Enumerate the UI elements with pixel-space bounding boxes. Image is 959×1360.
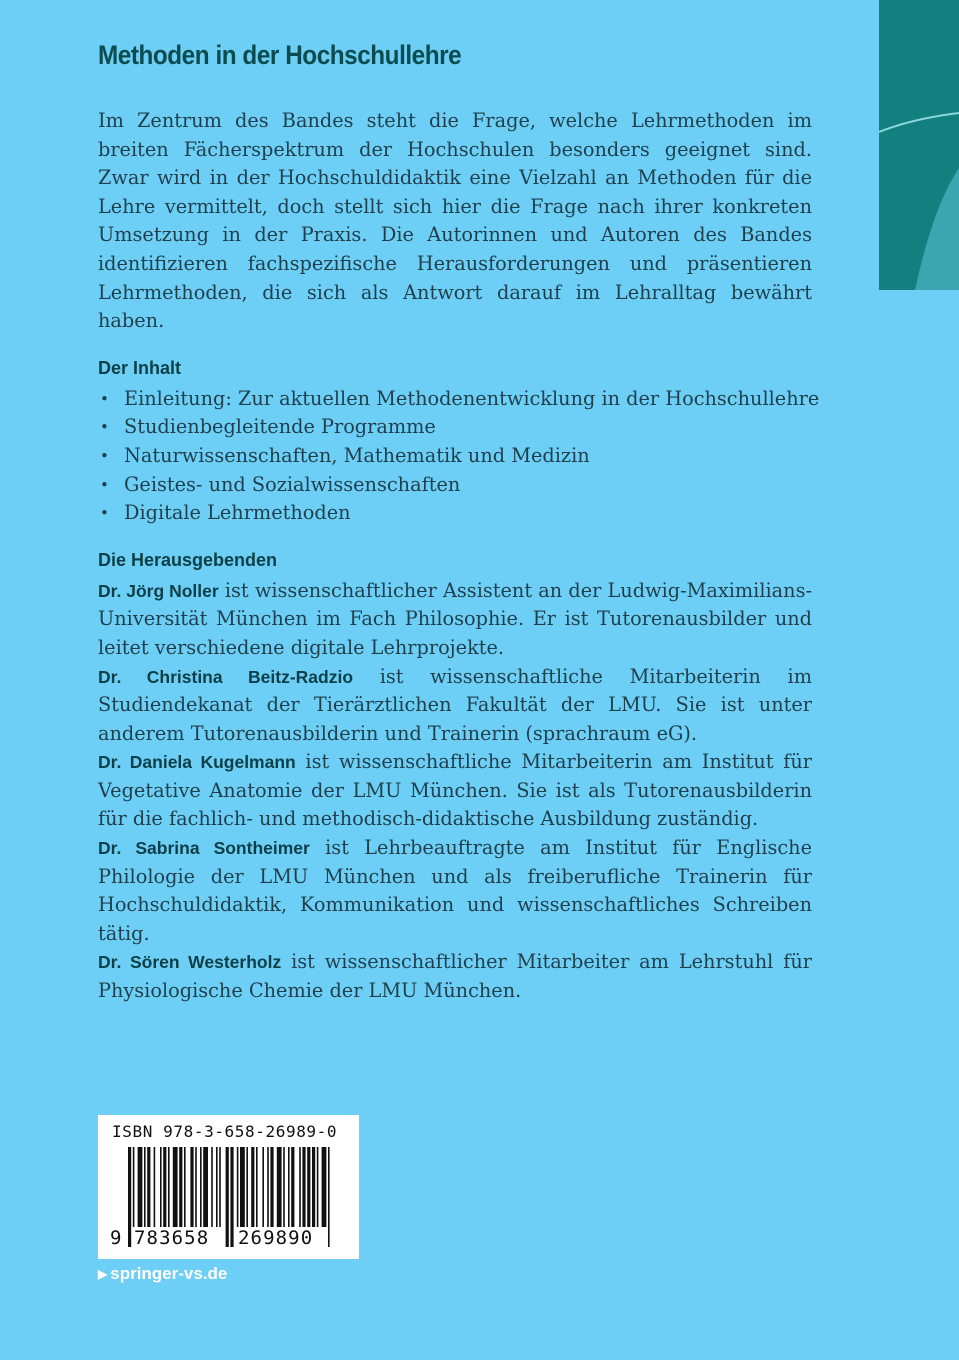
bullet-icon: • — [100, 475, 109, 494]
bullet-icon: • — [100, 446, 109, 465]
barcode-digit-group-1: 783658 — [134, 1227, 210, 1249]
contents-list — [98, 385, 820, 528]
bullet-icon: • — [100, 389, 109, 408]
editor-name: Dr. Christina Beitz-Radzio — [98, 666, 354, 687]
isbn-barcode — [98, 1115, 359, 1259]
contents-heading: Der Inhalt — [98, 357, 182, 378]
decorative-corner-panel — [879, 0, 959, 290]
arrow-right-icon: ▶ — [98, 1267, 108, 1281]
bullet-icon: • — [100, 504, 109, 523]
barcode-digit-group-2: 269890 — [238, 1227, 314, 1249]
contents-item: • Digitale Lehrmethoden — [98, 499, 812, 528]
curve-decoration-icon — [879, 0, 959, 290]
bullet-icon: • — [100, 418, 109, 437]
isbn-label: ISBN 978-3-658-26989-0 — [112, 1122, 338, 1141]
editors-heading: Die Herausgebenden — [98, 549, 278, 570]
intro-paragraph: Im Zentrum des Bandes steht die Frage, welche Lehrmethoden im breiten Fächerspektrum der Hochschulen besonders geeignet sind. Zwar wird in der Hochschuldidaktik eine Vielzahl an Methoden für die Lehre vermittelt, doch stellt sich hier die Frage nach ihrer konkreten Umsetzung in der Praxis. Die Autorinnen und Autoren des Bandes identifizieren fachspezifische Herausforderungen und präsentieren Lehrmethoden, die sich als Antwort darauf im Lehralltag bewährt haben. — [98, 109, 812, 333]
editor-name: Dr. Jörg Noller — [98, 580, 219, 601]
editor-name: Dr. Sabrina Sontheimer — [98, 838, 310, 859]
editor-bio: Dr. Christina Beitz-Radzio ist wissenschaftliche Mitarbeiterin im Studiendekanat der Tierärztlichen Fakultät der LMU. Sie ist unter anderem Tutorenausbilderin und Trainerin (sprachraum eG). — [98, 664, 812, 745]
editor-bio: Dr. Sabrina Sontheimer ist Lehrbeauftragte am Institut für Englische Philologie der LMU München und als freiberufliche Trainerin für Hochschuldidaktik, Kommunikation und wissenschaftliches Schreiben tätig. — [98, 836, 812, 945]
editor-name: Dr. Sören Westerholz — [98, 952, 282, 973]
editor-bio: Dr. Jörg Noller ist wissenschaftlicher Assistent an der Ludwig-Maximilians-Universität München im Fach Philosophie. Er ist Tutorenausbilder und leitet verschiedene digitale Lehrprojekte. — [98, 578, 812, 659]
contents-item: • Geistes- und Sozialwissenschaften — [98, 471, 812, 500]
publisher-url: springer-vs.de — [110, 1264, 228, 1283]
contents-item: • Naturwissenschaften, Mathematik und Medizin — [98, 442, 812, 471]
contents-item: • Einleitung: Zur aktuellen Methodenentwicklung in der Hochschullehre — [98, 385, 812, 414]
editor-bio: Dr. Sören Westerholz ist wissenschaftlicher Mitarbeiter am Lehrstuhl für Physiologische Chemie der LMU München. — [98, 950, 812, 1003]
editor-bio: Dr. Daniela Kugelmann ist wissenschaftliche Mitarbeiterin am Institut für Vegetative Anatomie der LMU München. Sie ist als Tutorenausbilderin für die fachlich- und methodisch-didaktische Ausbildung zuständig. — [98, 750, 812, 831]
contents-item: • Studienbegleitende Programme — [98, 413, 812, 442]
book-title: Methoden in der Hochschullehre — [98, 40, 462, 70]
publisher-link[interactable] — [98, 1264, 227, 1284]
back-cover-content — [98, 40, 820, 1006]
barcode-digit-first: 9 — [110, 1227, 122, 1249]
editor-name: Dr. Daniela Kugelmann — [98, 752, 296, 773]
